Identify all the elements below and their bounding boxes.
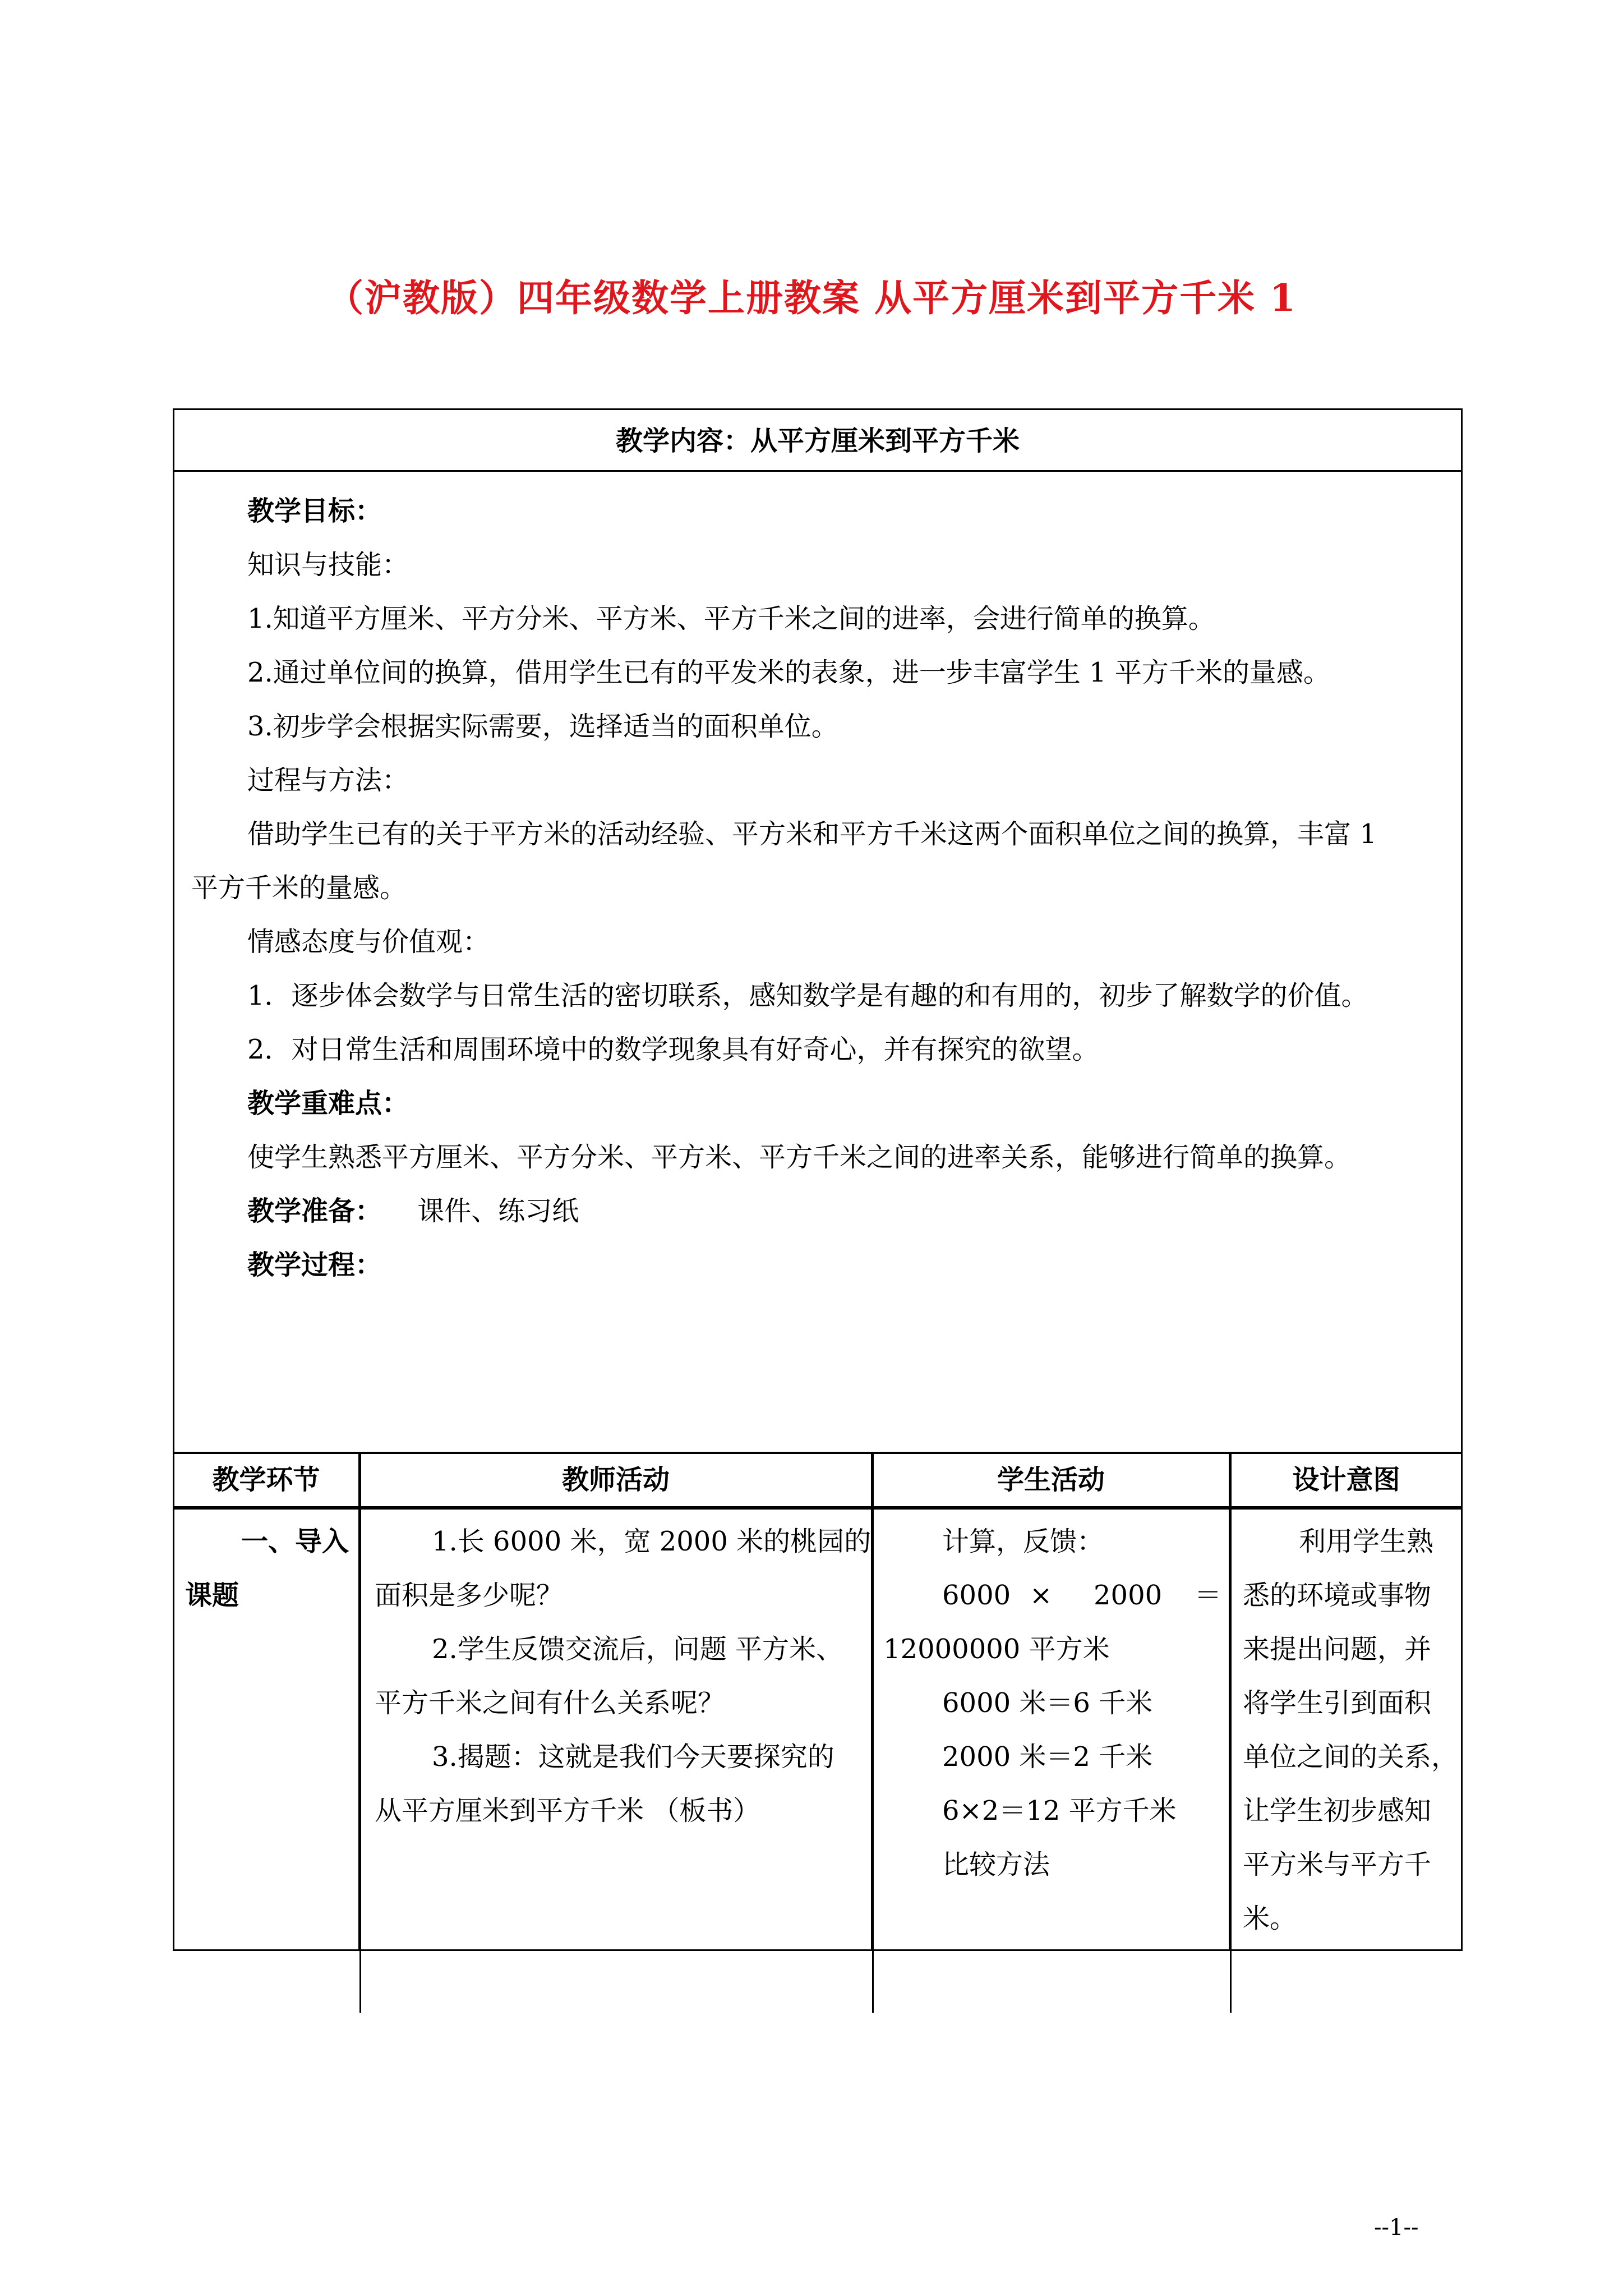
page-number: --1-- [1374, 2215, 1419, 2240]
student-line: 6×2＝12 平方千米 [942, 1795, 1177, 1826]
teacher-line: 面积是多少呢？ [375, 1580, 564, 1611]
process-text: 借助学生已有的关于平方米的活动经验、平方米和平方千米这两个面积单位之间的换算，丰富 1 平方千米的量感。 [191, 818, 1377, 904]
emotion-item: 1．逐步体会数学与日常生活的密切联系，感知数学是有趣的和有用的，初步了解数学的价值。 [247, 980, 1368, 1011]
stage-line: 一、导入 [241, 1526, 349, 1557]
header-teacher: 教师活动 [561, 1464, 670, 1496]
column-divider [1229, 1452, 1230, 1949]
process-label: 过程与方法： [247, 765, 409, 796]
student-line: 计算，反馈： [942, 1526, 1104, 1557]
teacher-line: 2.学生反馈交流后，问题 平方米、 [432, 1634, 843, 1665]
design-line: 来提出问题，并 [1243, 1634, 1432, 1665]
student-line: 2000 [1094, 1580, 1163, 1611]
design-line: 米。 [1243, 1903, 1297, 1934]
emotion-label: 情感态度与价值观： [247, 926, 490, 958]
stage-line: 课题 [185, 1580, 239, 1611]
design-line: 平方米与平方千 [1243, 1849, 1432, 1880]
design-line: 悉的环境或事物 [1243, 1580, 1432, 1611]
column-divider [871, 1452, 873, 1949]
goals-label: 教学目标： [247, 495, 382, 527]
student-line: × [1030, 1580, 1053, 1611]
key-points-text: 使学生熟悉平方厘米、平方分米、平方米、平方千米之间的进率关系，能够进行简单的换算。 [247, 1142, 1352, 1173]
header-student: 学生活动 [997, 1464, 1105, 1496]
design-line: 单位之间的关系， [1243, 1741, 1459, 1773]
header-design: 设计意图 [1292, 1464, 1400, 1496]
knowledge-label: 知识与技能： [247, 549, 409, 581]
teacher-line: 从平方厘米到平方千米 （板书） [375, 1795, 760, 1826]
design-line: 利用学生熟 [1299, 1526, 1434, 1557]
preparation-line [247, 1194, 579, 1228]
lesson-table [173, 408, 1463, 1454]
preparation-label: 教学准备： [247, 1195, 382, 1227]
teacher-line: 平方千米之间有什么关系呢？ [375, 1687, 725, 1719]
table-header-rule [173, 1506, 1463, 1508]
design-line: 将学生引到面积 [1243, 1687, 1432, 1719]
process-heading: 教学过程： [247, 1249, 382, 1281]
student-line: 6000 [942, 1580, 1011, 1611]
preparation-text: 课件、练习纸 [417, 1195, 579, 1227]
emotion-item: 2．对日常生活和周围环境中的数学现象具有好奇心，并有探究的欲望。 [247, 1034, 1099, 1065]
student-line: 比较方法 [942, 1849, 1050, 1880]
student-line: ＝ [1195, 1580, 1222, 1611]
student-line: 6000 米＝6 千米 [942, 1687, 1153, 1719]
content-header: 教学内容：从平方厘米到平方千米 [174, 410, 1461, 472]
student-line: 12000000 平方米 [883, 1634, 1110, 1665]
student-line: 2000 米＝2 千米 [942, 1741, 1153, 1773]
knowledge-item: 2.通过单位间的换算，借用学生已有的平发米的表象，进一步丰富学生 1 平方千米的量感。 [247, 657, 1330, 688]
header-stage: 教学环节 [212, 1464, 320, 1496]
teacher-line: 1.长 6000 米，宽 2000 米的桃园的 [432, 1526, 872, 1557]
key-points-label: 教学重难点： [247, 1088, 409, 1119]
column-divider [358, 1452, 360, 1949]
knowledge-item: 1.知道平方厘米、平方分米、平方米、平方千米之间的进率，会进行简单的换算。 [247, 603, 1215, 634]
teacher-line: 3.揭题：这就是我们今天要探究的 [432, 1741, 834, 1773]
knowledge-item: 3.初步学会根据实际需要，选择适当的面积单位。 [247, 711, 838, 742]
document-title: （沪教版）四年级数学上册教案 从平方厘米到平方千米 1 [326, 276, 1297, 320]
design-line: 让学生初步感知 [1243, 1795, 1432, 1826]
